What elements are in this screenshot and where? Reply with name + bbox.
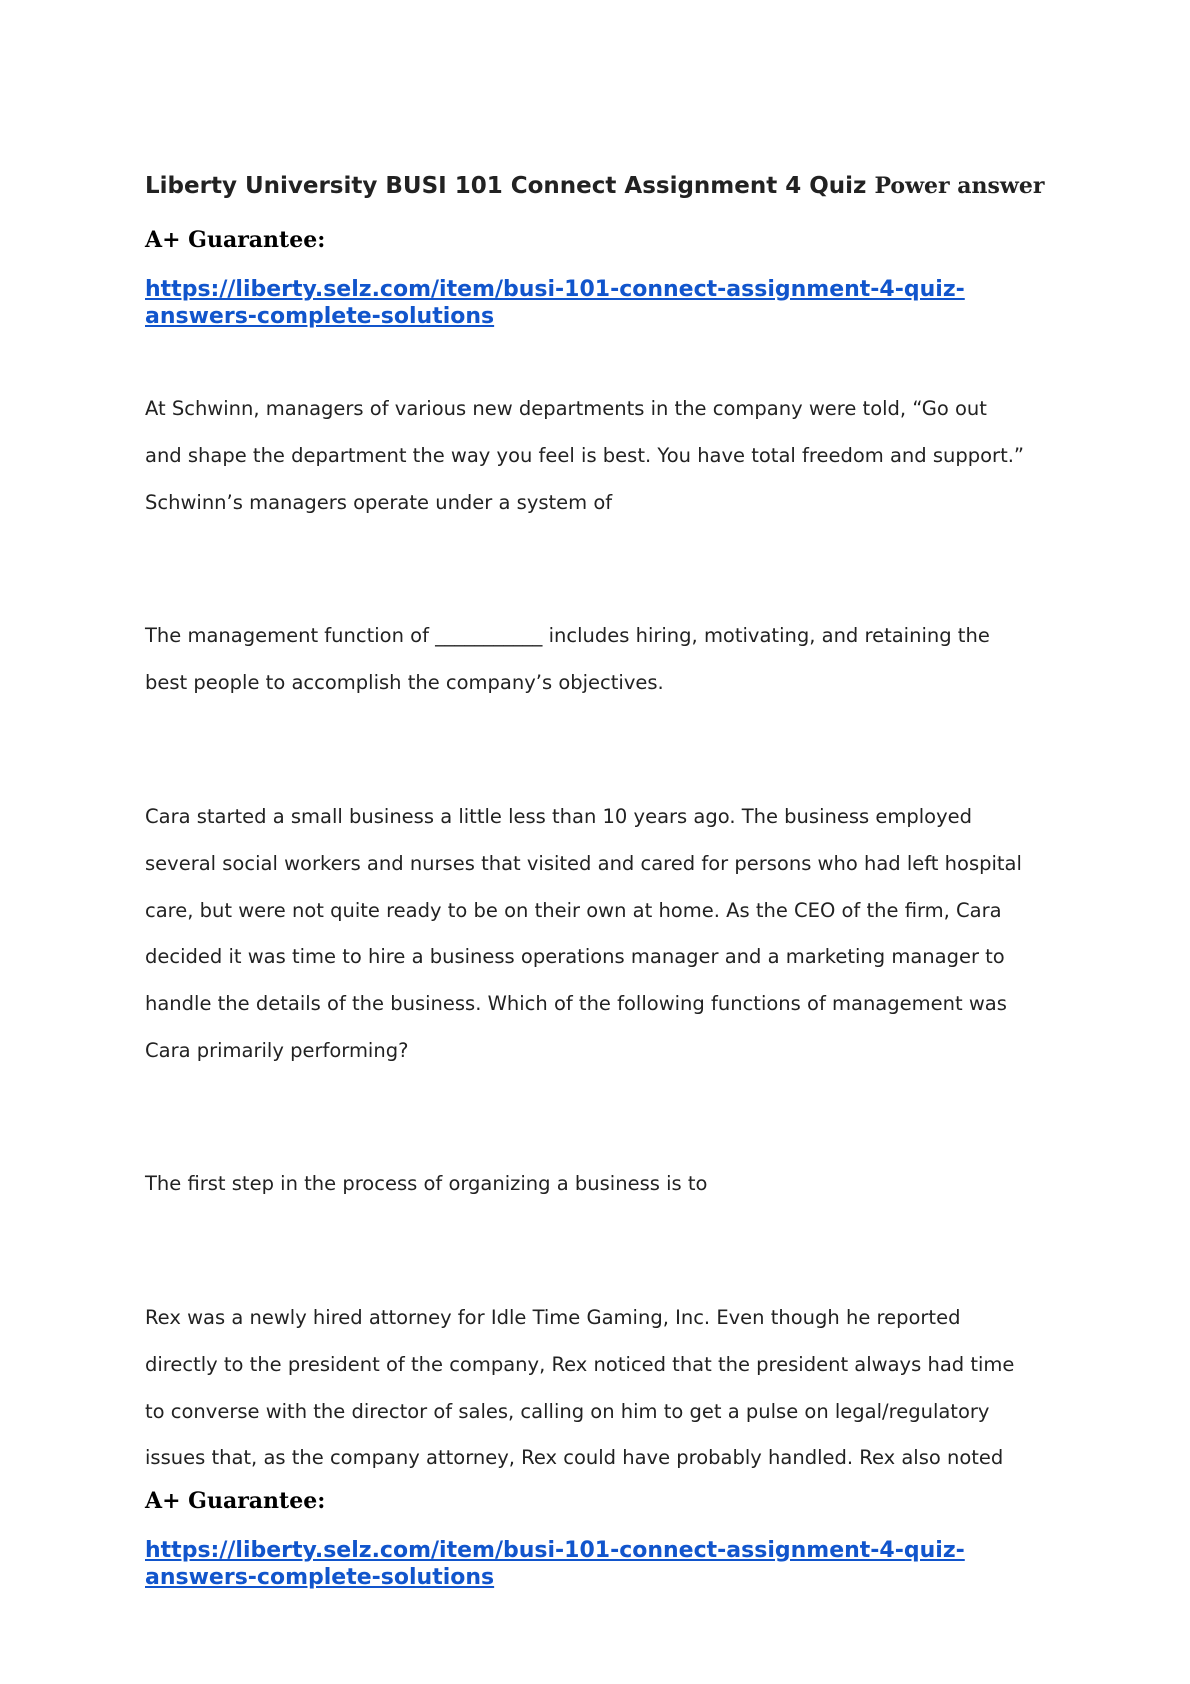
question-line: decided it was time to hire a business operations manager and a marketing manager to (145, 945, 1005, 969)
question-rex (145, 1295, 1065, 1482)
question-line: Rex was a newly hired attorney for Idle Time Gaming, Inc. Even though he reported (145, 1306, 961, 1329)
question-cara (145, 794, 1065, 1075)
link-line-2: answers-complete-solutions (145, 304, 495, 329)
question-line: several social workers and nurses that visited and cared for persons who had left hospital (145, 851, 1022, 875)
title-tail: Power answer (874, 173, 1045, 199)
question-line: handle the details of the business. Which of the following functions of management was (145, 992, 1007, 1016)
link-line-1: https://liberty.selz.com/item/busi-101-connect-assignment-4-quiz- (145, 277, 965, 302)
question-line: directly to the president of the company, Rex noticed that the president always had time (145, 1352, 1015, 1376)
question-line: and shape the department the way you feel is best. You have total freedom and support.” (145, 443, 1025, 467)
question-line: The management function of ___________ includes hiring, motivating, and retaining the (145, 624, 990, 647)
question-line: issues that, as the company attorney, Rex could have probably handled. Rex also noted (145, 1446, 1004, 1470)
question-line: to converse with the director of sales, calling on him to get a pulse on legal/regulatory (145, 1399, 990, 1423)
question-schwinn (145, 386, 1065, 526)
solutions-link-top[interactable] (145, 276, 1045, 330)
question-line: Schwinn’s managers operate under a system of (145, 490, 613, 514)
title-main: Liberty University BUSI 101 Connect Assignment 4 Quiz (145, 173, 875, 199)
document-title (145, 171, 1065, 201)
question-line: At Schwinn, managers of various new departments in the company were told, “Go out (145, 397, 987, 420)
guarantee-label-top: A+ Guarantee: (145, 227, 326, 253)
question-management-function (145, 613, 1065, 707)
question-organizing (145, 1161, 1065, 1208)
question-line: The first step in the process of organizing a business is to (145, 1172, 708, 1195)
solutions-link-bottom[interactable] (145, 1537, 1045, 1591)
question-line: Cara started a small business a little less than 10 years ago. The business employed (145, 805, 972, 828)
question-line: care, but were not quite ready to be on their own at home. As the CEO of the firm, Cara (145, 898, 1002, 922)
guarantee-label-bottom: A+ Guarantee: (145, 1488, 326, 1514)
question-line: best people to accomplish the company’s objectives. (145, 670, 664, 694)
link-line-2: answers-complete-solutions (145, 1565, 495, 1590)
question-line: Cara primarily performing? (145, 1038, 409, 1062)
link-line-1: https://liberty.selz.com/item/busi-101-connect-assignment-4-quiz- (145, 1538, 965, 1563)
